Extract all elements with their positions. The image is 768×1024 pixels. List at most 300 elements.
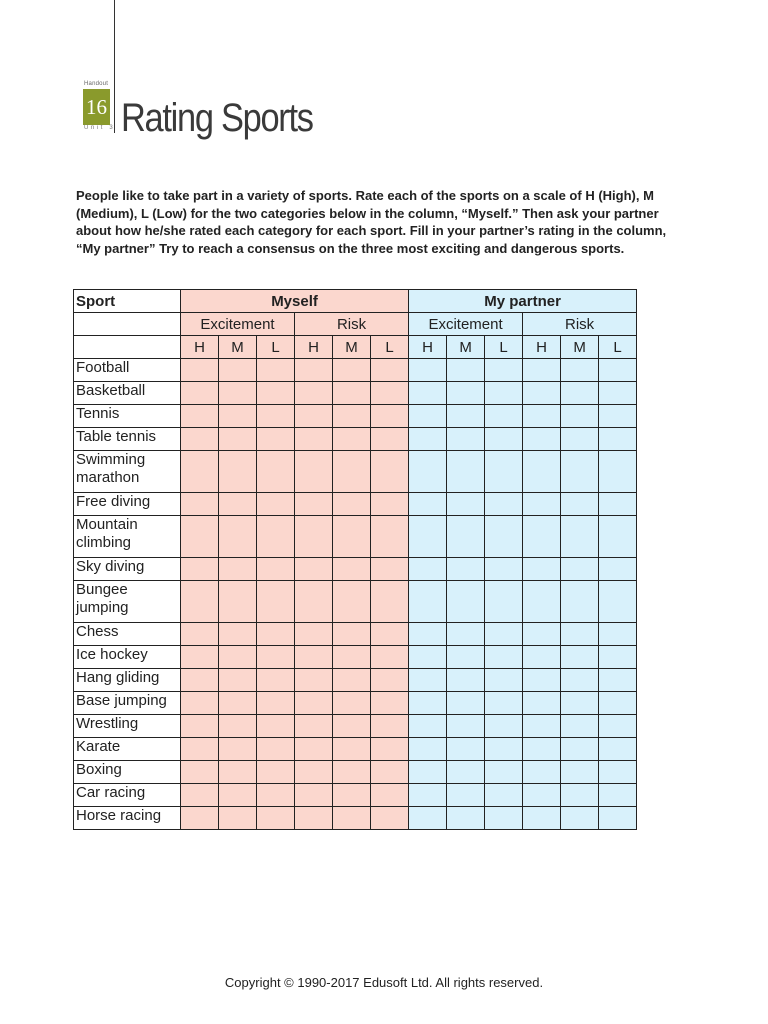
myself-rating-cell[interactable] xyxy=(257,738,295,761)
sport-row xyxy=(74,359,637,382)
sport-name-line: Horse racing xyxy=(76,807,162,824)
myself-rating-cell[interactable] xyxy=(219,646,257,669)
partner-rating-cell[interactable] xyxy=(447,761,485,784)
partner-rating-cell[interactable] xyxy=(447,451,485,493)
partner-rating-cell[interactable] xyxy=(561,558,599,581)
partner-rating-cell[interactable] xyxy=(485,428,523,451)
myself-rating-cell[interactable] xyxy=(333,516,371,558)
partner-rating-cell[interactable] xyxy=(485,692,523,715)
myself-rating-cell[interactable] xyxy=(219,382,257,405)
myself-rating-cell[interactable] xyxy=(295,428,333,451)
myself-rating-cell[interactable] xyxy=(219,715,257,738)
sport-row xyxy=(74,493,637,516)
partner-rating-cell[interactable] xyxy=(523,516,561,558)
myself-rating-cell[interactable] xyxy=(257,646,295,669)
partner-rating-cell[interactable] xyxy=(409,428,447,451)
partner-rating-cell[interactable] xyxy=(523,558,561,581)
partner-rating-cell[interactable] xyxy=(599,715,637,738)
myself-rating-cell[interactable] xyxy=(295,558,333,581)
myself-rating-cell[interactable] xyxy=(295,669,333,692)
myself-rating-cell[interactable] xyxy=(333,646,371,669)
partner-rating-cell[interactable] xyxy=(409,646,447,669)
partner-rating-cell[interactable] xyxy=(447,807,485,830)
myself-rating-cell[interactable] xyxy=(257,359,295,382)
sport-name-cell xyxy=(74,692,181,715)
myself-rating-cell[interactable] xyxy=(371,451,409,493)
myself-rating-cell[interactable] xyxy=(333,359,371,382)
myself-rating-cell[interactable] xyxy=(333,493,371,516)
sport-name-line: Swimming xyxy=(76,451,146,468)
partner-rating-cell[interactable] xyxy=(599,516,637,558)
myself-rating-cell[interactable] xyxy=(181,382,219,405)
sport-name-cell xyxy=(74,405,181,428)
partner-rating-cell[interactable] xyxy=(523,807,561,830)
myself-rating-cell[interactable] xyxy=(295,451,333,493)
partner-rating-cell[interactable] xyxy=(599,451,637,493)
partner-rating-cell[interactable] xyxy=(523,646,561,669)
partner-rating-cell[interactable] xyxy=(523,581,561,623)
partner-rating-cell[interactable] xyxy=(447,516,485,558)
partner-rating-cell[interactable] xyxy=(523,738,561,761)
partner-rating-cell[interactable] xyxy=(485,784,523,807)
rating-letter-header: H xyxy=(295,336,333,359)
partner-rating-cell[interactable] xyxy=(485,516,523,558)
partner-rating-cell[interactable] xyxy=(523,623,561,646)
partner-rating-cell[interactable] xyxy=(561,516,599,558)
myself-rating-cell[interactable] xyxy=(219,669,257,692)
myself-rating-cell[interactable] xyxy=(295,382,333,405)
myself-rating-cell[interactable] xyxy=(295,692,333,715)
myself-rating-cell[interactable] xyxy=(295,715,333,738)
sport-column-header: Sport xyxy=(74,290,181,313)
category-header-row xyxy=(74,313,637,336)
partner-rating-cell[interactable] xyxy=(599,359,637,382)
partner-rating-cell[interactable] xyxy=(523,493,561,516)
sport-row xyxy=(74,807,637,830)
partner-rating-cell[interactable] xyxy=(599,493,637,516)
partner-rating-cell[interactable] xyxy=(561,623,599,646)
sport-row xyxy=(74,405,637,428)
handout-number-badge: 16 xyxy=(83,89,110,125)
partner-rating-cell[interactable] xyxy=(523,692,561,715)
sport-name-line: Ice hockey xyxy=(76,646,148,663)
partner-rating-cell[interactable] xyxy=(447,493,485,516)
myself-rating-cell[interactable] xyxy=(333,451,371,493)
myself-rating-cell[interactable] xyxy=(219,807,257,830)
rating-letter-header: H xyxy=(523,336,561,359)
myself-rating-cell[interactable] xyxy=(295,784,333,807)
sport-name-cell xyxy=(74,738,181,761)
rating-letter-header: M xyxy=(561,336,599,359)
myself-rating-cell[interactable] xyxy=(333,558,371,581)
partner-rating-cell[interactable] xyxy=(485,493,523,516)
header-divider-line xyxy=(114,0,115,133)
partner-rating-cell[interactable] xyxy=(523,382,561,405)
partner-rating-cell[interactable] xyxy=(409,581,447,623)
myself-rating-cell[interactable] xyxy=(219,738,257,761)
partner-rating-cell[interactable] xyxy=(485,451,523,493)
partner-rating-cell[interactable] xyxy=(485,807,523,830)
rating-table xyxy=(73,289,637,830)
partner-rating-cell[interactable] xyxy=(523,784,561,807)
myself-rating-cell[interactable] xyxy=(333,382,371,405)
myself-rating-cell[interactable] xyxy=(181,807,219,830)
sport-name-cell xyxy=(74,558,181,581)
sport-name-cell xyxy=(74,581,181,623)
partner-rating-cell[interactable] xyxy=(485,382,523,405)
sport-name-cell xyxy=(74,623,181,646)
partner-rating-cell[interactable] xyxy=(485,761,523,784)
myself-rating-cell[interactable] xyxy=(371,558,409,581)
partner-rating-cell[interactable] xyxy=(409,493,447,516)
sport-name-line: Football xyxy=(76,359,130,376)
myself-rating-cell[interactable] xyxy=(257,692,295,715)
partner-rating-cell[interactable] xyxy=(409,623,447,646)
partner-rating-cell[interactable] xyxy=(409,405,447,428)
myself-rating-cell[interactable] xyxy=(219,516,257,558)
rating-letter-header: L xyxy=(485,336,523,359)
partner-rating-cell[interactable] xyxy=(409,784,447,807)
partner-rating-cell[interactable] xyxy=(485,581,523,623)
myself-rating-cell[interactable] xyxy=(333,761,371,784)
partner-rating-cell[interactable] xyxy=(447,382,485,405)
partner-risk-header: Risk xyxy=(523,313,637,336)
partner-rating-cell[interactable] xyxy=(599,738,637,761)
myself-rating-cell[interactable] xyxy=(295,646,333,669)
myself-rating-cell[interactable] xyxy=(181,516,219,558)
partner-rating-cell[interactable] xyxy=(561,405,599,428)
partner-rating-cell[interactable] xyxy=(523,669,561,692)
myself-rating-cell[interactable] xyxy=(371,715,409,738)
sport-row xyxy=(74,761,637,784)
partner-rating-cell[interactable] xyxy=(485,359,523,382)
sport-row xyxy=(74,558,637,581)
sport-name-line: Basketball xyxy=(76,382,146,399)
sport-name-line: Sky diving xyxy=(76,558,145,575)
sport-row xyxy=(74,581,637,623)
sport-name-cell xyxy=(74,646,181,669)
myself-rating-cell[interactable] xyxy=(371,761,409,784)
partner-rating-cell[interactable] xyxy=(561,493,599,516)
myself-excitement-header: Excitement xyxy=(181,313,295,336)
partner-rating-cell[interactable] xyxy=(523,761,561,784)
partner-rating-cell[interactable] xyxy=(561,692,599,715)
sport-row xyxy=(74,784,637,807)
myself-rating-cell[interactable] xyxy=(257,428,295,451)
myself-rating-cell[interactable] xyxy=(257,581,295,623)
partner-rating-cell[interactable] xyxy=(561,451,599,493)
partner-rating-cell[interactable] xyxy=(409,807,447,830)
partner-rating-cell[interactable] xyxy=(561,784,599,807)
myself-rating-cell[interactable] xyxy=(257,493,295,516)
sport-name-cell xyxy=(74,428,181,451)
sport-name-line: Wrestling xyxy=(76,715,139,732)
partner-rating-cell[interactable] xyxy=(599,646,637,669)
myself-rating-cell[interactable] xyxy=(257,516,295,558)
myself-rating-cell[interactable] xyxy=(333,784,371,807)
rating-letter-header: H xyxy=(181,336,219,359)
partner-rating-cell[interactable] xyxy=(561,428,599,451)
partner-rating-cell[interactable] xyxy=(561,359,599,382)
sport-name-cell xyxy=(74,715,181,738)
myself-rating-cell[interactable] xyxy=(219,428,257,451)
myself-rating-cell[interactable] xyxy=(257,807,295,830)
partner-rating-cell[interactable] xyxy=(599,405,637,428)
partner-rating-cell[interactable] xyxy=(599,428,637,451)
sport-name-line: Car racing xyxy=(76,784,146,801)
sport-name-line: jumping xyxy=(76,599,129,616)
myself-rating-cell[interactable] xyxy=(371,669,409,692)
partner-rating-cell[interactable] xyxy=(561,738,599,761)
partner-rating-cell[interactable] xyxy=(409,738,447,761)
myself-risk-header: Risk xyxy=(295,313,409,336)
myself-rating-cell[interactable] xyxy=(333,738,371,761)
sport-name-line: Bungee xyxy=(76,581,128,598)
partner-rating-cell[interactable] xyxy=(561,715,599,738)
partner-rating-cell[interactable] xyxy=(447,646,485,669)
partner-rating-cell[interactable] xyxy=(447,692,485,715)
instructions-paragraph: People like to take part in a variety of sports. Rate each of the sports on a scale of H (High), M (Medium), L (Low) for the two categories below in the column, “Myself.” Then ask your partner about how he/she rated each category for each sport. Fill in your partner’s rating in the column, “My partner” Try to reach a consensus on the three most exciting and dangerous sports. xyxy=(76,188,667,256)
partner-rating-cell[interactable] xyxy=(485,669,523,692)
partner-rating-cell[interactable] xyxy=(409,451,447,493)
sport-row xyxy=(74,623,637,646)
myself-rating-cell[interactable] xyxy=(371,359,409,382)
sport-name-cell xyxy=(74,382,181,405)
sport-row xyxy=(74,428,637,451)
myself-rating-cell[interactable] xyxy=(219,451,257,493)
partner-rating-cell[interactable] xyxy=(485,738,523,761)
myself-rating-cell[interactable] xyxy=(257,715,295,738)
sport-name-cell xyxy=(74,669,181,692)
myself-rating-cell[interactable] xyxy=(371,516,409,558)
myself-rating-cell[interactable] xyxy=(219,359,257,382)
partner-rating-cell[interactable] xyxy=(447,715,485,738)
myself-rating-cell[interactable] xyxy=(181,761,219,784)
myself-rating-cell[interactable] xyxy=(257,405,295,428)
empty-header-cell xyxy=(74,336,181,359)
sport-name-line: Boxing xyxy=(76,761,122,778)
myself-rating-cell[interactable] xyxy=(181,784,219,807)
myself-rating-cell[interactable] xyxy=(219,405,257,428)
sport-row xyxy=(74,451,637,493)
myself-rating-cell[interactable] xyxy=(219,761,257,784)
myself-rating-cell[interactable] xyxy=(333,581,371,623)
rating-letter-header: H xyxy=(409,336,447,359)
myself-rating-cell[interactable] xyxy=(181,558,219,581)
sport-row xyxy=(74,646,637,669)
partner-rating-cell[interactable] xyxy=(599,558,637,581)
myself-rating-cell[interactable] xyxy=(181,581,219,623)
partner-rating-cell[interactable] xyxy=(523,715,561,738)
partner-rating-cell[interactable] xyxy=(599,382,637,405)
copyright-footer: Copyright © 1990-2017 Edusoft Ltd. All rights reserved. xyxy=(224,975,544,990)
sport-name-line: climbing xyxy=(76,534,132,551)
handout-label: Handout xyxy=(84,81,109,87)
myself-rating-cell[interactable] xyxy=(181,646,219,669)
partner-rating-cell[interactable] xyxy=(409,669,447,692)
partner-rating-cell[interactable] xyxy=(409,761,447,784)
sport-name-line: Tennis xyxy=(76,405,120,422)
sport-name-line: Chess xyxy=(76,623,119,640)
partner-rating-cell[interactable] xyxy=(409,359,447,382)
partner-rating-cell[interactable] xyxy=(561,382,599,405)
partner-rating-cell[interactable] xyxy=(485,646,523,669)
sport-name-cell xyxy=(74,784,181,807)
myself-rating-cell[interactable] xyxy=(257,382,295,405)
myself-rating-cell[interactable] xyxy=(219,493,257,516)
partner-rating-cell[interactable] xyxy=(599,669,637,692)
partner-rating-cell[interactable] xyxy=(599,807,637,830)
myself-rating-cell[interactable] xyxy=(219,623,257,646)
rating-letter-header: L xyxy=(599,336,637,359)
myself-rating-cell[interactable] xyxy=(333,669,371,692)
myself-rating-cell[interactable] xyxy=(257,761,295,784)
myself-rating-cell[interactable] xyxy=(371,581,409,623)
partner-rating-cell[interactable] xyxy=(447,405,485,428)
myself-rating-cell[interactable] xyxy=(295,738,333,761)
rating-letter-header: L xyxy=(257,336,295,359)
sport-name-line: Karate xyxy=(76,738,121,755)
partner-rating-cell[interactable] xyxy=(523,359,561,382)
myself-rating-cell[interactable] xyxy=(181,692,219,715)
myself-rating-cell[interactable] xyxy=(181,715,219,738)
myself-rating-cell[interactable] xyxy=(219,558,257,581)
partner-rating-cell[interactable] xyxy=(523,405,561,428)
partner-rating-cell[interactable] xyxy=(447,558,485,581)
myself-rating-cell[interactable] xyxy=(371,807,409,830)
myself-rating-cell[interactable] xyxy=(257,623,295,646)
partner-rating-cell[interactable] xyxy=(447,428,485,451)
myself-rating-cell[interactable] xyxy=(371,382,409,405)
myself-rating-cell[interactable] xyxy=(371,784,409,807)
myself-rating-cell[interactable] xyxy=(371,692,409,715)
partner-group-header: My partner xyxy=(409,290,637,313)
myself-rating-cell[interactable] xyxy=(219,692,257,715)
partner-rating-cell[interactable] xyxy=(561,646,599,669)
sport-name-line: Mountain xyxy=(76,516,138,533)
myself-rating-cell[interactable] xyxy=(257,784,295,807)
rating-letter-header: M xyxy=(219,336,257,359)
myself-rating-cell[interactable] xyxy=(295,359,333,382)
sport-name-line: marathon xyxy=(76,469,140,486)
partner-rating-cell[interactable] xyxy=(485,623,523,646)
partner-rating-cell[interactable] xyxy=(447,581,485,623)
partner-rating-cell[interactable] xyxy=(447,784,485,807)
partner-rating-cell[interactable] xyxy=(485,715,523,738)
partner-rating-cell[interactable] xyxy=(409,692,447,715)
myself-rating-cell[interactable] xyxy=(371,493,409,516)
group-header-row xyxy=(74,290,637,313)
myself-rating-cell[interactable] xyxy=(219,784,257,807)
myself-rating-cell[interactable] xyxy=(181,428,219,451)
myself-rating-cell[interactable] xyxy=(371,738,409,761)
unit-label: Unit 3 xyxy=(84,125,116,131)
partner-rating-cell[interactable] xyxy=(599,692,637,715)
partner-rating-cell[interactable] xyxy=(561,581,599,623)
partner-rating-cell[interactable] xyxy=(599,623,637,646)
myself-rating-cell[interactable] xyxy=(371,428,409,451)
myself-rating-cell[interactable] xyxy=(295,761,333,784)
sport-row xyxy=(74,516,637,558)
sport-row xyxy=(74,669,637,692)
partner-rating-cell[interactable] xyxy=(485,405,523,428)
sport-name-cell xyxy=(74,493,181,516)
myself-rating-cell[interactable] xyxy=(333,428,371,451)
myself-rating-cell[interactable] xyxy=(181,359,219,382)
myself-rating-cell[interactable] xyxy=(371,405,409,428)
rating-letter-header: L xyxy=(371,336,409,359)
myself-rating-cell[interactable] xyxy=(333,692,371,715)
myself-rating-cell[interactable] xyxy=(257,558,295,581)
partner-rating-cell[interactable] xyxy=(561,669,599,692)
sport-name-line: Base jumping xyxy=(76,692,167,709)
sport-name-cell xyxy=(74,516,181,558)
sport-name-cell xyxy=(74,359,181,382)
myself-rating-cell[interactable] xyxy=(333,715,371,738)
myself-rating-cell[interactable] xyxy=(181,405,219,428)
rating-letter-header: M xyxy=(333,336,371,359)
sport-row xyxy=(74,382,637,405)
partner-rating-cell[interactable] xyxy=(523,451,561,493)
myself-rating-cell[interactable] xyxy=(295,516,333,558)
partner-rating-cell[interactable] xyxy=(447,623,485,646)
partner-rating-cell[interactable] xyxy=(447,359,485,382)
sport-name-cell xyxy=(74,761,181,784)
sport-name-line: Table tennis xyxy=(76,428,157,445)
partner-rating-cell[interactable] xyxy=(409,558,447,581)
empty-header-cell xyxy=(74,313,181,336)
partner-rating-cell[interactable] xyxy=(599,581,637,623)
myself-rating-cell[interactable] xyxy=(295,405,333,428)
partner-rating-cell[interactable] xyxy=(485,558,523,581)
myself-rating-cell[interactable] xyxy=(295,493,333,516)
sport-row xyxy=(74,738,637,761)
partner-rating-cell[interactable] xyxy=(561,807,599,830)
myself-rating-cell[interactable] xyxy=(295,581,333,623)
myself-rating-cell[interactable] xyxy=(257,451,295,493)
myself-rating-cell[interactable] xyxy=(371,646,409,669)
rating-letter-header: M xyxy=(447,336,485,359)
partner-rating-cell[interactable] xyxy=(409,715,447,738)
sport-name-line: Hang gliding xyxy=(76,669,160,686)
sport-name-line: Free diving xyxy=(76,493,151,510)
partner-rating-cell[interactable] xyxy=(561,761,599,784)
rating-scale-row xyxy=(74,336,637,359)
partner-rating-cell[interactable] xyxy=(599,784,637,807)
myself-rating-cell[interactable] xyxy=(295,807,333,830)
myself-rating-cell[interactable] xyxy=(257,669,295,692)
myself-rating-cell[interactable] xyxy=(181,669,219,692)
sport-row xyxy=(74,692,637,715)
myself-rating-cell[interactable] xyxy=(181,451,219,493)
partner-rating-cell[interactable] xyxy=(447,669,485,692)
myself-rating-cell[interactable] xyxy=(371,623,409,646)
myself-rating-cell[interactable] xyxy=(219,581,257,623)
myself-rating-cell[interactable] xyxy=(181,493,219,516)
myself-rating-cell[interactable] xyxy=(333,807,371,830)
myself-rating-cell[interactable] xyxy=(333,405,371,428)
partner-rating-cell[interactable] xyxy=(599,761,637,784)
partner-rating-cell[interactable] xyxy=(409,382,447,405)
myself-rating-cell[interactable] xyxy=(181,738,219,761)
myself-rating-cell[interactable] xyxy=(181,623,219,646)
partner-excitement-header: Excitement xyxy=(409,313,523,336)
myself-rating-cell[interactable] xyxy=(333,623,371,646)
partner-rating-cell[interactable] xyxy=(447,738,485,761)
partner-rating-cell[interactable] xyxy=(409,516,447,558)
partner-rating-cell[interactable] xyxy=(523,428,561,451)
myself-rating-cell[interactable] xyxy=(295,623,333,646)
